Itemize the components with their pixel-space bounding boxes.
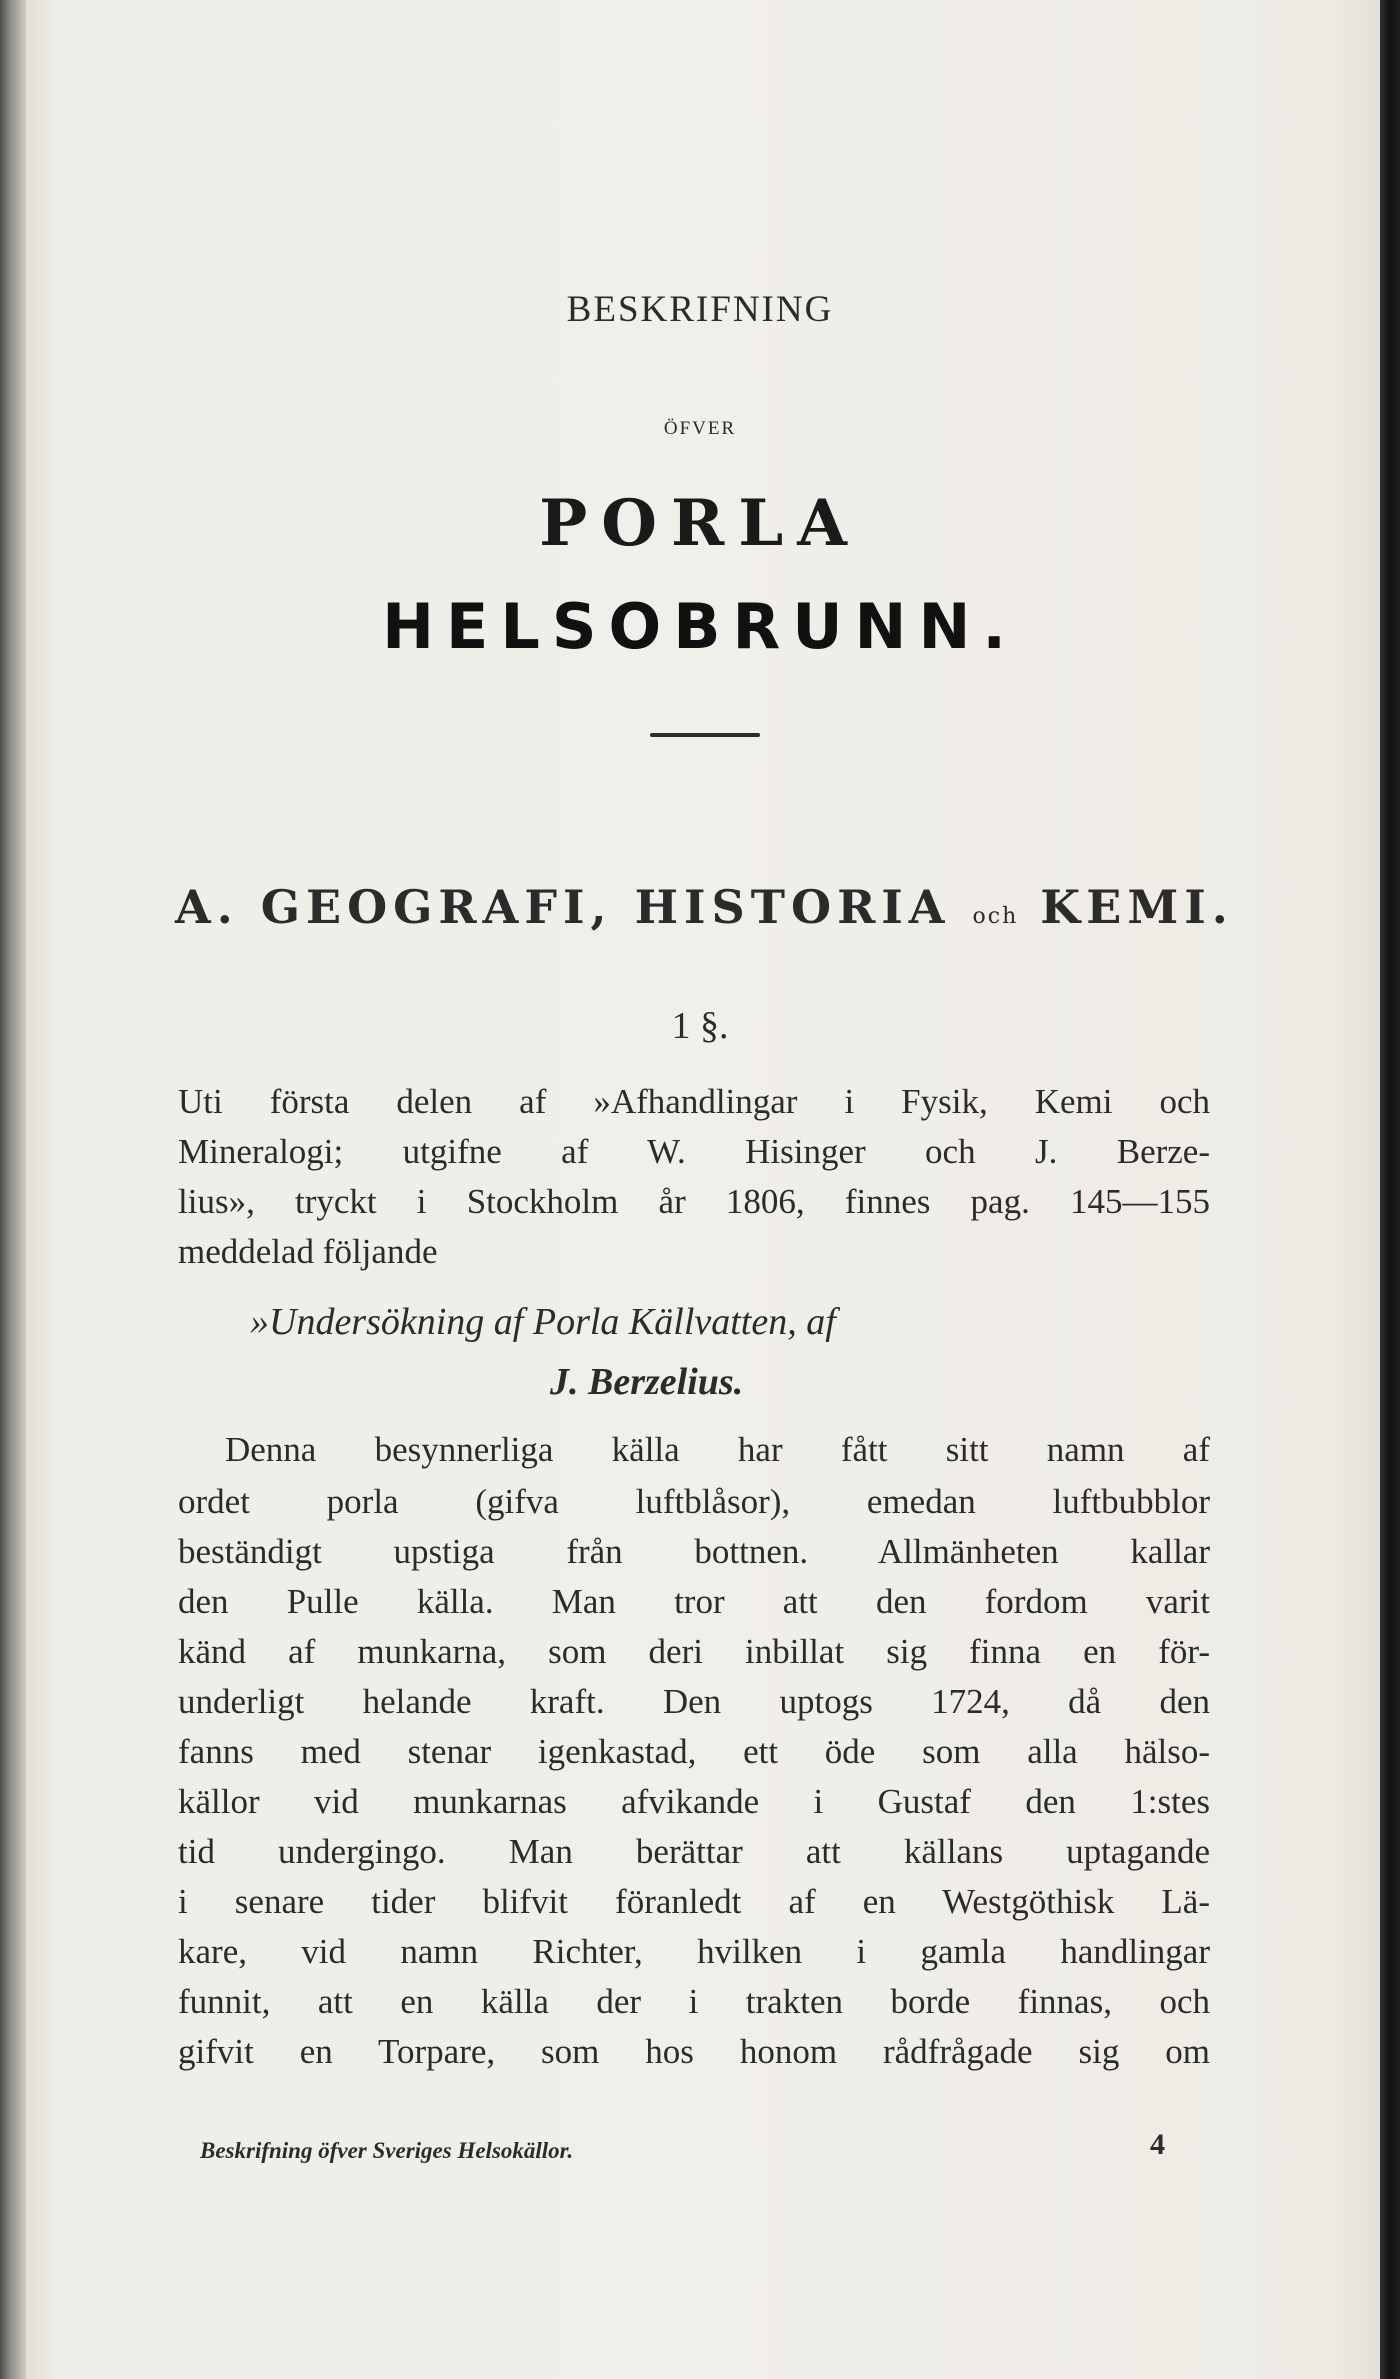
italic-title-line-2: J. Berzelius.: [550, 1361, 744, 1403]
book-spine-shadow: [0, 0, 26, 2379]
section-part-2: HISTORIA: [634, 880, 951, 934]
section-heading: [175, 880, 1255, 934]
signature-number: 4: [1150, 2128, 1165, 2161]
section-och: och: [972, 904, 1019, 929]
title-rule: [650, 733, 760, 737]
title-line-1: BESKRIFNING: [566, 289, 834, 330]
body-line: lius», tryckt i Stockholm år 1806, finnes pag. 145—155: [178, 1182, 1210, 1221]
body-line: Uti första delen af »Afhandlingar i Fysik, Kemi och: [178, 1082, 1210, 1121]
body-line: meddelad följande: [178, 1232, 438, 1271]
italic-title-line-1: »Undersökning af Porla Källvatten, af: [250, 1301, 836, 1343]
body-line: kare, vid namn Richter, hvilken i gamla handlingar: [178, 1932, 1210, 1971]
section-part-1: GEOGRAFI,: [260, 880, 613, 934]
paragraph-mark: 1 §.: [671, 1005, 729, 1047]
body-line: källor vid munkarnas afvikande i Gustaf den 1:stes: [178, 1782, 1210, 1821]
footer-signature: Beskrifning öfver Sveriges Helsokällor.: [200, 2138, 574, 2163]
body-line: beständigt upstiga från bottnen. Allmänheten kallar: [178, 1532, 1210, 1571]
body-line: den Pulle källa. Man tror att den fordom varit: [178, 1582, 1210, 1621]
page-edge: [1380, 0, 1400, 2379]
body-line: underligt helande kraft. Den uptogs 1724, då den: [178, 1682, 1210, 1721]
section-part-3: KEMI.: [1040, 880, 1234, 934]
body-line: Denna besynnerliga källa har fått sitt namn af: [225, 1430, 1210, 1469]
body-line: Mineralogi; utgifne af W. Hisinger och J. Berze-: [178, 1132, 1210, 1171]
body-line: fanns med stenar igenkastad, ett öde som alla hälso-: [178, 1732, 1210, 1771]
body-line: i senare tider blifvit föranledt af en Westgöthisk Lä-: [178, 1882, 1210, 1921]
title-line-3: PORLA: [539, 486, 861, 561]
body-line: tid undergingo. Man berättar att källans uptagande: [178, 1832, 1210, 1871]
title-line-4: HELSOBRUNN.: [382, 590, 1018, 663]
section-letter: A.: [175, 880, 239, 934]
title-line-2: ÖFVER: [663, 418, 737, 439]
body-line: ordet porla (gifva luftblåsor), emedan luftbubblor: [178, 1482, 1210, 1521]
body-line: känd af munkarna, som deri inbillat sig finna en för-: [178, 1632, 1210, 1671]
body-line: gifvit en Torpare, som hos honom rådfrågade sig om: [178, 2032, 1210, 2071]
body-line: funnit, att en källa der i trakten borde finnas, och: [178, 1982, 1210, 2021]
